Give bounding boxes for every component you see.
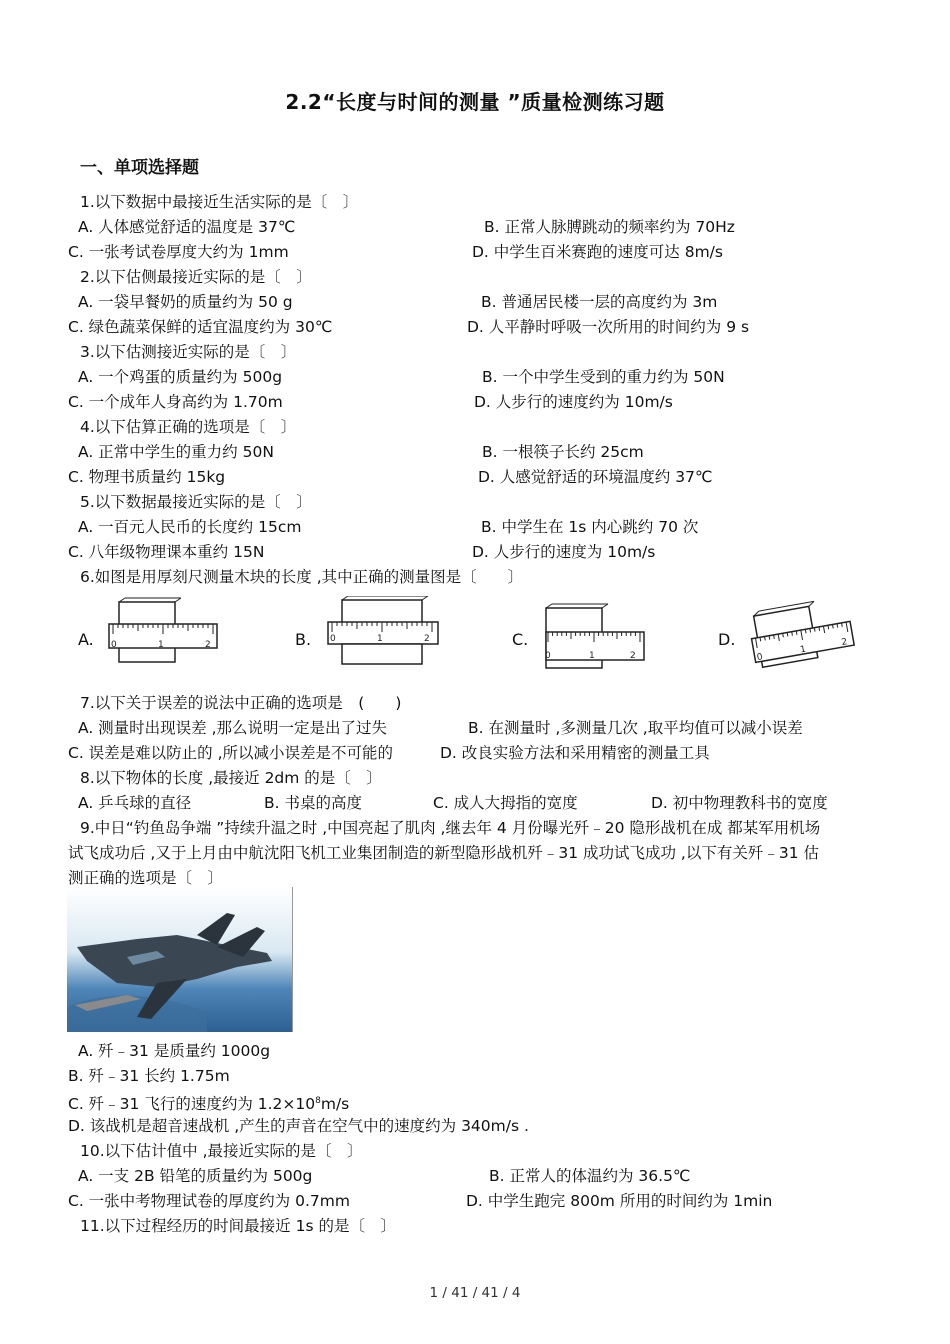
ruler-tick bbox=[805, 629, 806, 633]
figure-label-d: D. bbox=[718, 630, 736, 649]
ruler-tick-label: 0 bbox=[330, 634, 336, 644]
q8-option-a: A. 乒乓球的直径 bbox=[78, 794, 192, 812]
q10-option-a: A. 一支 2B 铅笔的质量约为 500g bbox=[78, 1167, 313, 1185]
q1-option-c: C. 一张考试卷厚度大约为 1mm bbox=[68, 243, 289, 261]
q1-option-d: D. 中学生百米赛跑的速度可达 8m/s bbox=[472, 243, 723, 261]
page-title: 2.2“长度与时间的测量 ”质量检测练习题 bbox=[285, 90, 665, 114]
ruler-tick bbox=[832, 625, 833, 629]
question-3-stem: 3.以下估测接近实际的是〔 〕 bbox=[80, 343, 297, 361]
q7-option-d: D. 改良实验方法和采用精密的测量工具 bbox=[440, 744, 710, 762]
q5-option-b: B. 中学生在 1s 内心跳约 70 次 bbox=[481, 518, 699, 536]
q4-option-c: C. 物理书质量约 15kg bbox=[68, 468, 226, 486]
q3-option-b: B. 一个中学生受到的重力约为 50N bbox=[482, 368, 725, 386]
ruler-figure-a bbox=[103, 596, 223, 668]
ruler-tick-label: 0 bbox=[545, 651, 551, 661]
ruler-tick bbox=[819, 627, 820, 631]
q3-option-a: A. 一个鸡蛋的质量约为 500g bbox=[78, 368, 283, 386]
ruler-tick bbox=[774, 635, 775, 639]
ruler-tick bbox=[837, 624, 838, 628]
ruler-tick bbox=[828, 625, 829, 629]
question-5-stem: 5.以下数据最接近实际的是〔 〕 bbox=[80, 493, 312, 511]
ruler-tick-label: 2 bbox=[840, 637, 849, 649]
q2-option-a: A. 一袋早餐奶的质量约为 50 g bbox=[78, 293, 293, 311]
question-8-stem: 8.以下物体的长度 ,最接近 2dm 的是〔 〕 bbox=[80, 769, 382, 787]
q2-option-b: B. 普通居民楼一层的高度约为 3m bbox=[481, 293, 718, 311]
ruler-tick-label: 0 bbox=[756, 652, 764, 664]
ruler-tick bbox=[787, 633, 788, 637]
ruler-figure-d bbox=[746, 600, 858, 674]
q1-option-a: A. 人体感觉舒适的温度是 37℃ bbox=[78, 218, 296, 236]
q8-option-b: B. 书桌的高度 bbox=[264, 794, 362, 812]
figure-label-a: A. bbox=[78, 630, 94, 649]
q9-option-c bbox=[68, 1091, 349, 1114]
q8-option-d: D. 初中物理教科书的宽度 bbox=[651, 794, 828, 812]
q3-option-d: D. 人步行的速度约为 10m/s bbox=[474, 393, 673, 411]
question-4-stem: 4.以下估算正确的选项是〔 〕 bbox=[80, 418, 297, 436]
question-9-stem-line2: 试飞成功后 ,又于上月由中航沈阳飞机工业集团制造的新型隐形战机歼﹣31 成功试飞成功 ,以下有关歼﹣31 估 bbox=[68, 844, 820, 862]
figure-label-b: B. bbox=[295, 630, 312, 649]
q10-option-c: C. 一张中考物理试卷的厚度约为 0.7mm bbox=[68, 1192, 350, 1210]
ruler-tick bbox=[842, 623, 843, 627]
ruler-tick bbox=[814, 628, 815, 632]
figure-label-c: C. bbox=[512, 630, 529, 649]
ruler-tick bbox=[783, 633, 784, 637]
question-7-stem: 7.以下关于误差的说法中正确的选项是 ( ) bbox=[80, 694, 402, 712]
ruler-tick-label: 2 bbox=[424, 634, 430, 644]
ruler-tick-label: 1 bbox=[589, 651, 595, 661]
section-heading: 一、单项选择题 bbox=[80, 158, 199, 178]
q7-option-b: B. 在测量时 ,多测量几次 ,取平均值可以减小误差 bbox=[468, 719, 803, 737]
ruler-tick-label: 1 bbox=[377, 634, 383, 644]
q4-option-b: B. 一根筷子长约 25cm bbox=[482, 443, 644, 461]
question-1-stem: 1.以下数据中最接近生活实际的是〔 〕 bbox=[80, 193, 359, 211]
ruler-tick bbox=[810, 629, 811, 633]
ruler-tick-label: 2 bbox=[205, 640, 211, 650]
question-10-stem: 10.以下估计值中 ,最接近实际的是〔 〕 bbox=[80, 1142, 363, 1160]
q4-option-d: D. 人感觉舒适的环境温度约 37℃ bbox=[478, 468, 713, 486]
q5-option-d: D. 人步行的速度为 10m/s bbox=[472, 543, 656, 561]
q9-option-c-unit: m/s bbox=[320, 1095, 350, 1114]
q9-option-c-exponent: 8 bbox=[315, 1096, 321, 1106]
q2-option-c: C. 绿色蔬菜保鲜的适宜温度约为 30℃ bbox=[68, 318, 333, 336]
q9-option-a: A. 歼﹣31 是质量约 1000g bbox=[78, 1042, 271, 1060]
ruler-tick-label: 1 bbox=[799, 644, 807, 656]
q8-option-c: C. 成人大拇指的宽度 bbox=[433, 794, 578, 812]
q10-option-b: B. 正常人的体温约为 36.5℃ bbox=[489, 1167, 691, 1185]
q7-option-a: A. 测量时出现误差 ,那么说明一定是出了过失 bbox=[78, 719, 388, 737]
ruler-tick bbox=[769, 636, 770, 640]
question-9-stem-line1: 9.中日“钓鱼岛争端 ”持续升温之时 ,中国亮起了肌肉 ,继去年 4 月份曝光歼﹣20 隐形战机在成 都某军用机场 bbox=[80, 819, 821, 837]
fighter-jet-photo bbox=[67, 887, 293, 1032]
question-6-stem: 6.如图是用厚刻尺测量木块的长度 ,其中正确的测量图是〔 〕 bbox=[80, 568, 524, 586]
q10-option-d: D. 中学生跑完 800m 所用的时间约为 1min bbox=[466, 1192, 773, 1210]
ruler-tick-label: 2 bbox=[630, 651, 636, 661]
question-2-stem: 2.以下估侧最接近实际的是〔 〕 bbox=[80, 268, 312, 286]
ruler-figure-c bbox=[540, 602, 650, 674]
q3-option-c: C. 一个成年人身高约为 1.70m bbox=[68, 393, 283, 411]
ruler-tick-label: 1 bbox=[158, 640, 164, 650]
ruler-tick bbox=[792, 632, 793, 636]
q4-option-a: A. 正常中学生的重力约 50N bbox=[78, 443, 274, 461]
page-number: 1 / 41 / 41 / 4 bbox=[429, 1285, 521, 1301]
q1-option-b: B. 正常人脉膊跳动的频率约为 70Hz bbox=[484, 218, 735, 236]
q5-option-a: A. 一百元人民币的长度约 15cm bbox=[78, 518, 302, 536]
q9-option-c-text: C. 歼﹣31 飞行的速度约为 1.2×10 bbox=[68, 1095, 316, 1114]
q7-option-c: C. 误差是难以防止的 ,所以减小误差是不可能的 bbox=[68, 744, 394, 762]
ruler-tick-label: 0 bbox=[111, 640, 117, 650]
q9-option-b: B. 歼﹣31 长约 1.75m bbox=[68, 1067, 230, 1085]
ruler-tick bbox=[796, 631, 797, 635]
ruler-figure-b bbox=[322, 596, 442, 668]
q5-option-c: C. 八年级物理课本重约 15N bbox=[68, 543, 265, 561]
ruler-tick bbox=[765, 636, 766, 640]
q9-option-d: D. 该战机是超音速战机 ,产生的声音在空气中的速度约为 340m/s . bbox=[68, 1117, 529, 1135]
question-9-stem-line3: 测正确的选项是〔 〕 bbox=[68, 869, 224, 887]
question-11-stem: 11.以下过程经历的时间最接近 1s 的是〔 〕 bbox=[80, 1217, 396, 1235]
q2-option-d: D. 人平静时呼吸一次所用的时间约为 9 s bbox=[467, 318, 750, 336]
ruler-tick bbox=[760, 637, 761, 641]
